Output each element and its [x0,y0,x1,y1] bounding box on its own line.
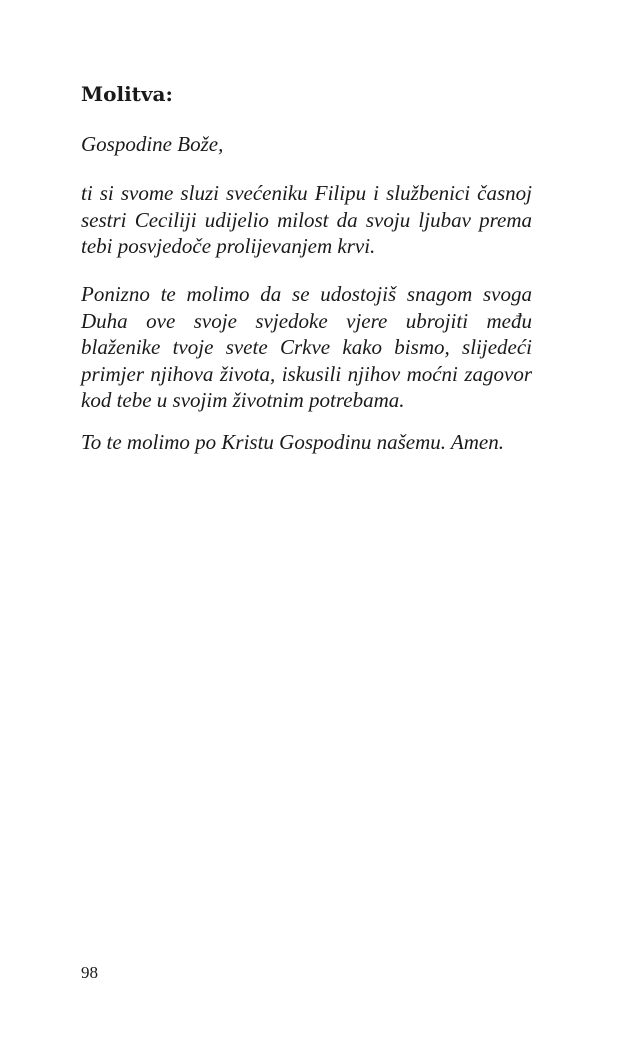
paragraph-invocation: Gospodine Bože, [81,132,224,156]
paragraph-closing: To te molimo po Kristu Gospodinu našemu. Amen. [81,430,504,454]
prayer-heading: Molitva: [81,82,173,106]
page-number: 98 [81,963,98,982]
paragraph-grace: ti si svome sluzi svećeniku Filipu i službenici časnoj sestri Ceciliji udijelio milost da svoju ljubav prema tebi posvjedoče prolijevanjem krvi. [81,181,532,258]
paragraph-petition: Ponizno te molimo da se udostojiš snagom svoga Duha ove svoje svjedoke vjere ubrojiti među blaženike tvoje svete Crkve kako bismo, slijedeći primjer njihova života, iskusili njihov moćni zagovor kod tebe u svojim životnim potrebama. [81,282,532,412]
